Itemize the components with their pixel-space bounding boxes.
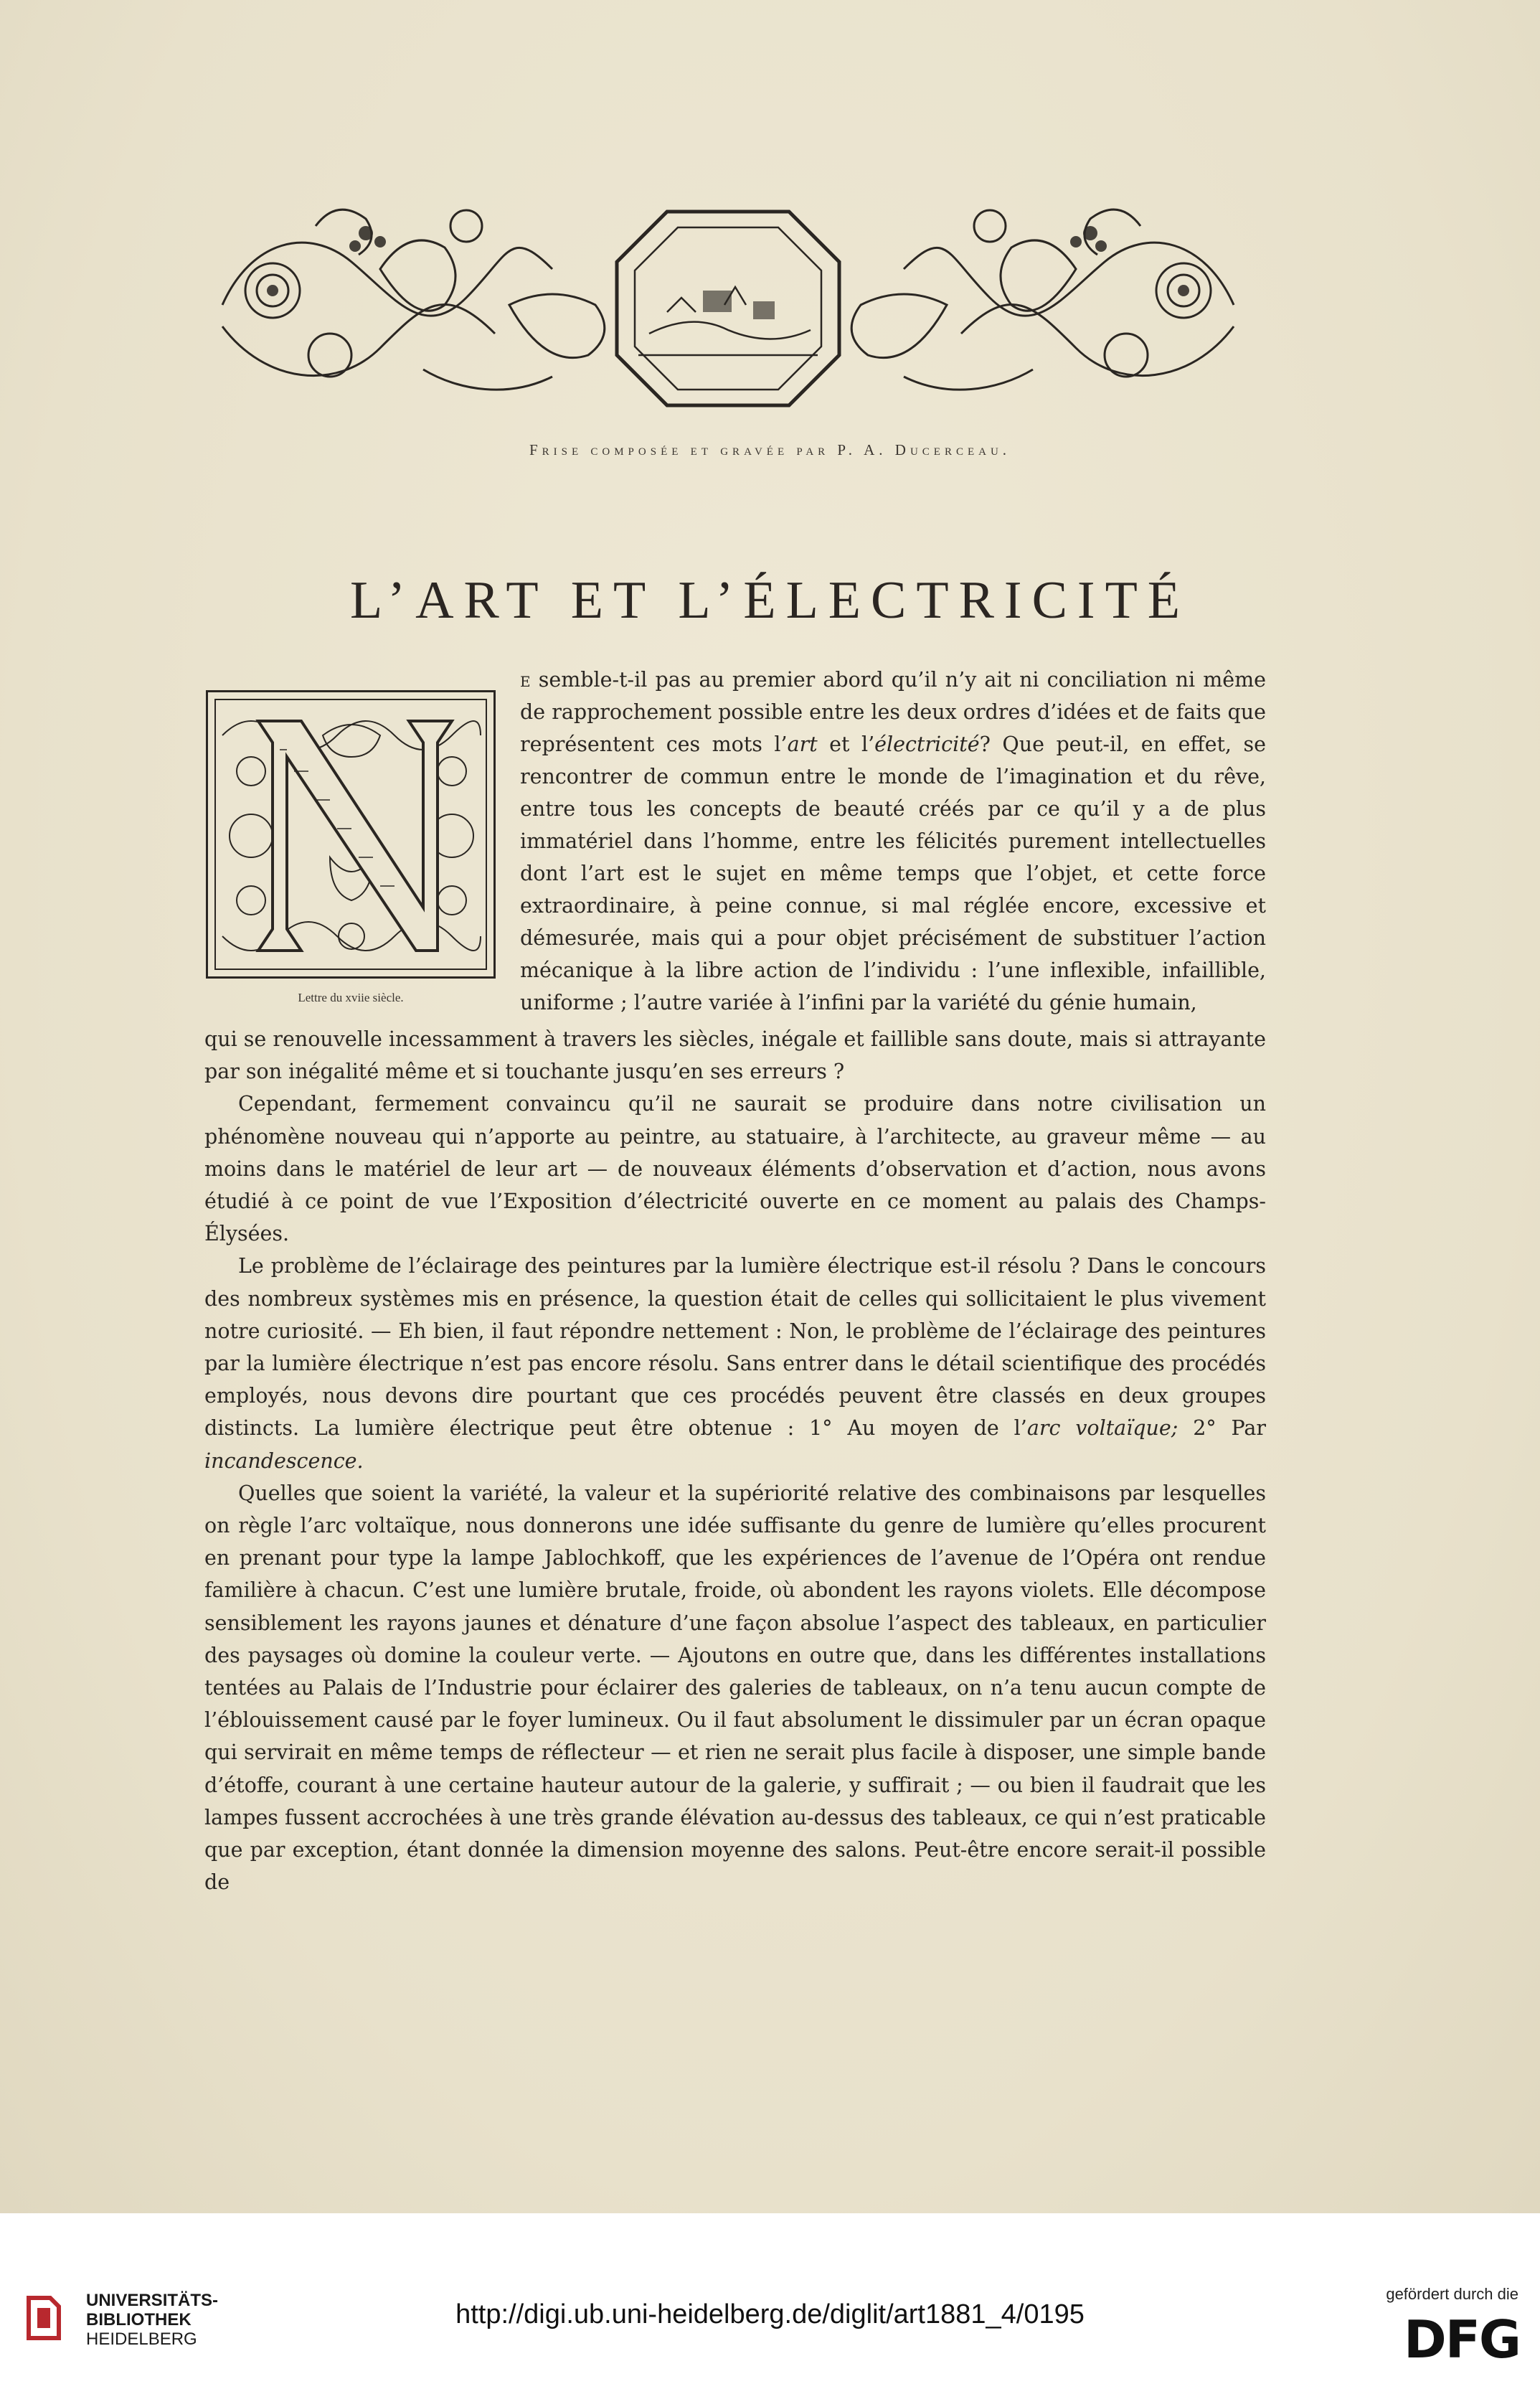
dfg-logo: DFG: [1403, 2309, 1520, 2370]
lead-paragraph: e semble-t-il pas au premier abord qu’il n’y ait ni conciliation ni même de rapprochement possible entre les deux ordres d’idées et de faits que représentent ces mots l’art et l’électricité? Que peut-il, en effet, se rencontrer de commun entre le monde de l’imagination et du rêve, entre tous les concepts de beauté créés par ce qu’il y a de plus immatériel dans l’homme, entre les félicités purement intellectuelles dont l’art est le sujet en même temps que l’objet, et cette force extraordinaire, à peine connue, si mal réglée encore, excessive et démesurée, mais qui a pour objet précisément de substituer l’action mécanique à la libre action de l’individu : l’une inflexible, infaillible, uniforme ; l’autre variée à l’infini par la variété du génie humain,: [520, 668, 1266, 1014]
lead-paragraph-continuation: qui se renouvelle incessamment à travers les siècles, inégale et faillible sans doute, mais si attrayante par son inégalité même et si touchante jusqu’en ses erreurs ?: [204, 1027, 1266, 1084]
ornamental-initial-n: [206, 690, 496, 979]
frieze-caption: Frise composée et gravée par P. A. Ducerceau.: [529, 441, 1011, 458]
sponsor-label: gefördert durch die: [1386, 2285, 1518, 2303]
permalink-url[interactable]: http://digi.ub.uni-heidelberg.de/diglit/art1881_4/0195: [455, 2299, 1085, 2329]
digitization-footer: [0, 2213, 1540, 2384]
engraved-frieze: [208, 183, 1248, 427]
article-body: [204, 1023, 1266, 1898]
lead-opening: e: [520, 668, 531, 692]
article-title: L’ART ET L’ÉLECTRICITÉ: [350, 571, 1190, 630]
initial-engraving: [208, 692, 493, 976]
paragraph-2: Cependant, fermement convaincu qu’il ne saurait se produire dans notre civilisation un phénomène nouveau qui n’apporte au peintre, au statuaire, à l’architecte, au graveur même — au moins dans le matériel de leur art — de nouveaux éléments d’observation et d’action, nous avons étudié à ce point de vue l’Exposition d’électricité ouverte en ce moment au palais des Champs-Élysées.: [204, 1092, 1266, 1246]
paragraph-3: Le problème de l’éclairage des peintures par la lumière électrique est-il résolu ? Dans le concours des nombreux systèmes mis en présence, la question était de celles qui sollicitaient le plus vivement notre curiosité. — Eh bien, il faut répondre nettement : Non, le problème de l’éclairage des peintures par la lumière électrique n’est pas encore résolu. Sans entrer dans le détail scientifique des procédés employés, nous devons dire pourtant que ces procédés peuvent être classés en deux groupes distincts. La lumière électrique peut être obtenue : 1° Au moyen de l’arc voltaïque; 2° Par incandescence.: [204, 1254, 1267, 1473]
initial-caption: Lettre du xviie siècle.: [298, 991, 404, 1004]
university-library-name: UNIVERSITÄTS- BIBLIOTHEK HEIDELBERG: [86, 2291, 219, 2349]
paragraph-4: Quelles que soient la variété, la valeur et la supériorité relative des combinaisons par lesquelles on règle l’arc voltaïque, nous donnerons une idée suffisante du genre de lumière qu’elles procurent en prenant pour type la lampe Jablochkoff, que les expériences de l’avenue de l’Opéra ont rendue familière à chacun. C’est une lumière brutale, froide, où abondent les rayons violets. Elle décompose sensiblement les rayons jaunes et dénature d’une façon absolue l’aspect des tableaux, en particulier des paysages où domine la couleur verte. — Ajoutons en outre que, dans les différentes installations tentées au Palais de l’Industrie pour éclairer des galeries de tableaux, on n’a tenu aucun compte de l’éblouissement causé par le foyer lumineux. Ou il faut absolument le dissimuler par un écran opaque qui servirait en même temps de réflecteur — et rien ne serait plus facile à disposer, une simple bande d’étoffe, courant à une certaine hauteur autour de la galerie, y suffirait ; — ou bien il faudrait que les lampes fussent accrochées à une très grande élévation au-dessus des tableaux, ce qui n’est praticable que par exception, étant donnée la dimension moyenne des salons. Peut-être encore serait-il possible de: [204, 1481, 1266, 1895]
